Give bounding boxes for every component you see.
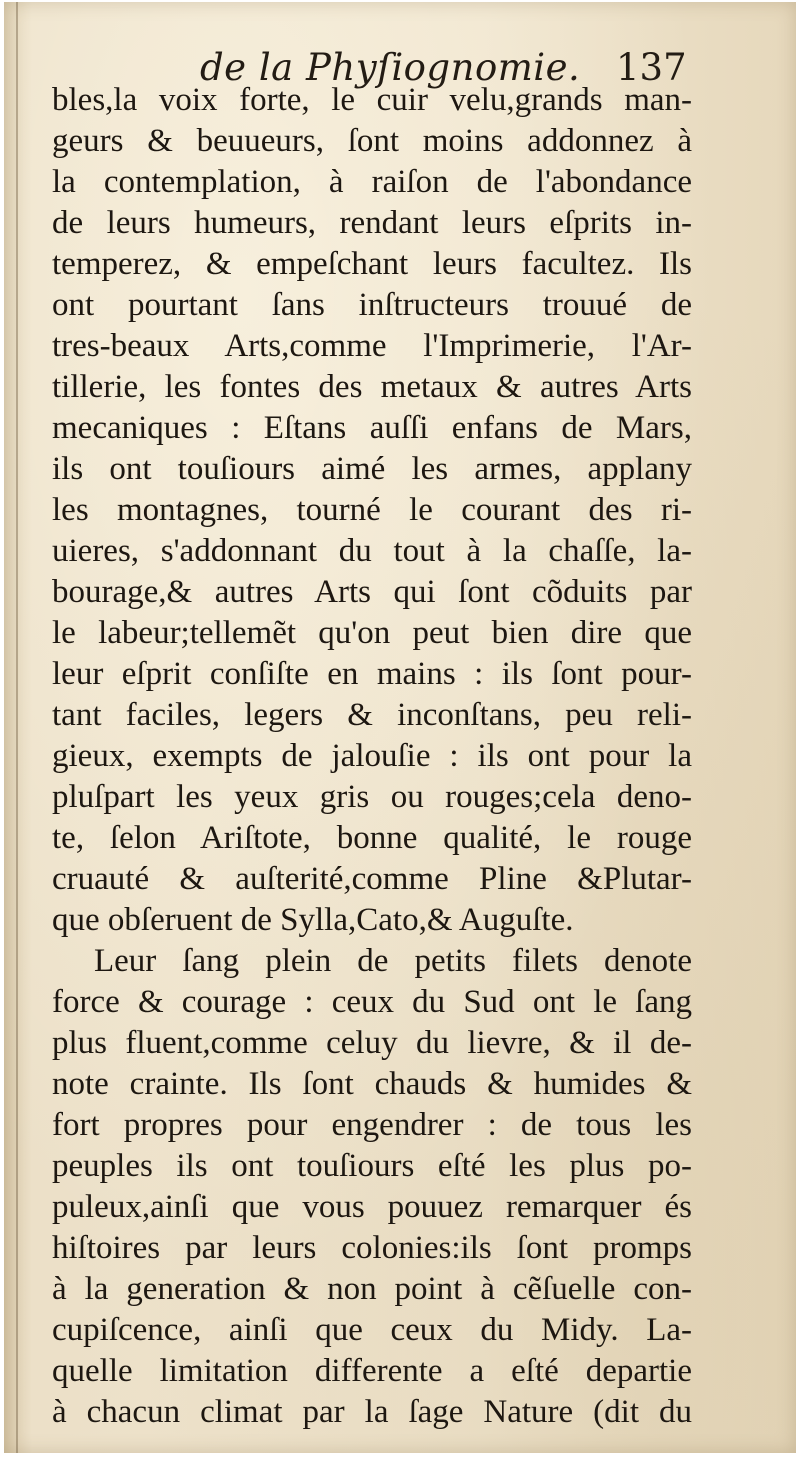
text-line: leur eſprit conſiſte en mains : ils ſont pour- — [52, 656, 692, 692]
text-line: les montagnes, tourné le courant des ri- — [52, 492, 692, 528]
text-line: ont pourtant ſans inſtructeurs trouué de — [52, 287, 692, 323]
text-line: bles,la voix forte, le cuir velu,grands man- — [52, 82, 692, 118]
text-line: peuples ils ont touſiours eſté les plus po- — [52, 1148, 692, 1184]
text-line: tillerie, les fontes des metaux & autres Arts — [52, 369, 692, 405]
body-text — [52, 80, 692, 1433]
page-number: 137 — [616, 46, 687, 89]
text-line: de leurs humeurs, rendant leurs eſprits in- — [52, 205, 692, 241]
text-line: tres-beaux Arts,comme l'Imprimerie, l'Ar- — [52, 328, 692, 364]
text-line: plus fluent,comme celuy du lievre, & il de- — [52, 1025, 692, 1061]
text-line: temperez, & empeſchant leurs facultez. Ils — [52, 246, 692, 282]
text-line: la contemplation, à raiſon de l'abondance — [52, 164, 692, 200]
text-line: hiſtoires par leurs colonies:ils ſont promps — [52, 1230, 692, 1266]
text-line: puleux,ainſi que vous pouuez remarquer és — [52, 1189, 692, 1225]
text-line: bourage,& autres Arts qui ſont cõduits par — [52, 574, 692, 610]
paragraph-start-line: Leur ſang plein de petits filets denote — [94, 943, 692, 979]
text-line: pluſpart les yeux gris ou rouges;cela deno- — [52, 779, 692, 815]
text-line: uieres, s'addonnant du tout à la chaſſe, la- — [52, 533, 692, 569]
text-line: le labeur;tellemẽt qu'on peut bien dire que — [52, 615, 692, 651]
text-line: à la generation & non point à cẽſuelle con- — [52, 1271, 692, 1307]
text-line: fort propres pour engendrer : de tous les — [52, 1107, 692, 1143]
text-line: quelle limitation differente a eſté departie — [52, 1353, 692, 1389]
text-line: gieux, exempts de jalouſie : ils ont pour la — [52, 738, 692, 774]
text-line: force & courage : ceux du Sud ont le ſang — [52, 984, 692, 1020]
text-line: ils ont touſiours aimé les armes, applany — [52, 451, 692, 487]
running-title: de la Phyſiognomie. — [200, 46, 581, 89]
text-line: tant faciles, legers & inconſtans, peu reli- — [52, 697, 692, 733]
text-line: mecaniques : Eſtans auſſi enfans de Mars, — [52, 410, 692, 446]
text-line: cruauté & auſterité,comme Pline &Plutar- — [52, 861, 692, 897]
text-line: note crainte. Ils ſont chauds & humides & — [52, 1066, 692, 1102]
text-line: que obſeruent de Sylla,Cato,& Auguſte. — [52, 902, 574, 938]
text-line: cupiſcence, ainſi que ceux du Midy. La- — [52, 1312, 692, 1348]
page-gutter-edge — [16, 2, 18, 1453]
text-line: te, ſelon Ariſtote, bonne qualité, le rouge — [52, 820, 692, 856]
text-line: geurs & beuueurs, ſont moins addonnez à — [52, 123, 692, 159]
text-line: à chacun climat par la ſage Nature (dit du — [52, 1394, 692, 1430]
book-page — [4, 2, 796, 1453]
